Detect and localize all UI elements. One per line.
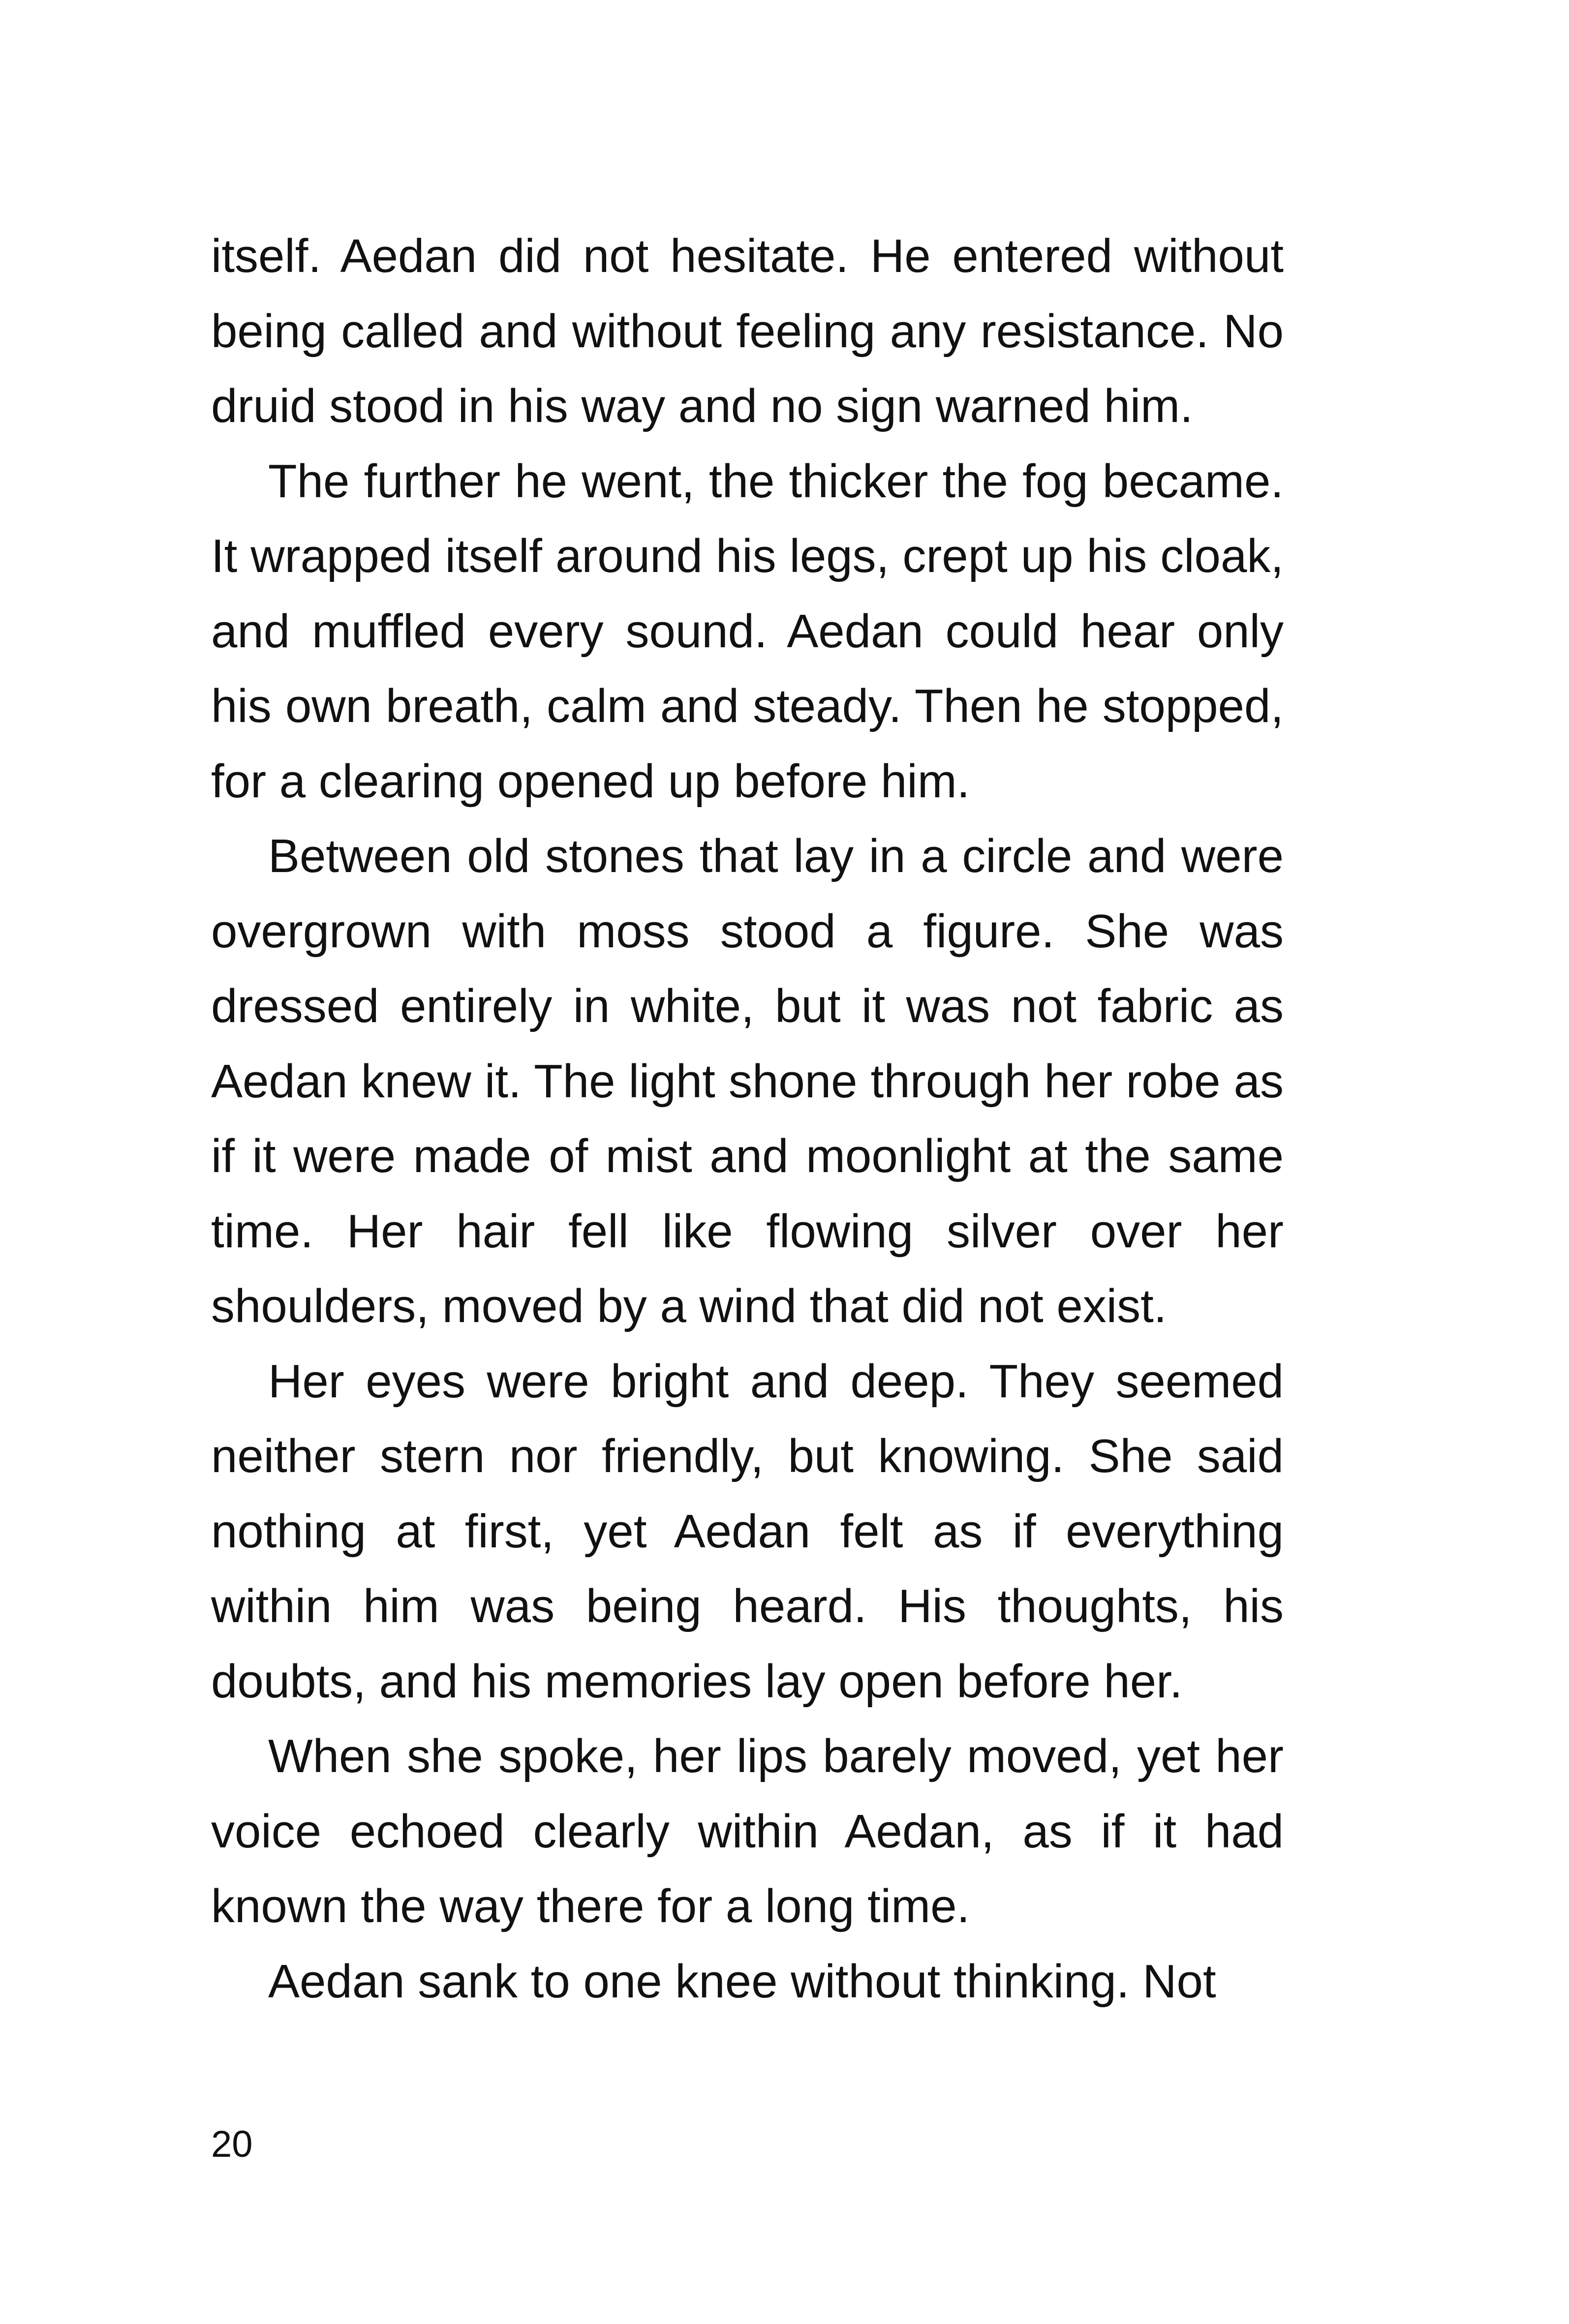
paragraph-voice: When she spoke, her lips barely moved, yet her voice echoed clearly within Aedan, as if it had known the way there for a long time. xyxy=(211,1730,1284,1932)
paragraph-figure: Between old stones that lay in a circle and were overgrown with moss stood a figure. She was dressed entirely in white, but it was not fabric as Aedan knew it. The light shone through her robe as if it were made of mist and moonlight at the same time. Her hair fell like flowing silver over her shoulders, moved by a wind that did not exist. xyxy=(211,830,1284,1332)
paragraph-fog: The further he went, the thicker the fog became. It wrapped itself around his legs, crept up his cloak, and muffled every sound. Aedan could hear only his own breath, calm and steady. Then he stopped, for a clearing opened up before him. xyxy=(211,454,1284,808)
page-number: 20 xyxy=(211,2123,253,2165)
paragraph-continuation: itself. Aedan did not hesitate. He entered without being called and without feeling any resistance. No druid stood in his way and no sign warned him. xyxy=(211,230,1284,432)
body-text xyxy=(211,219,1284,2019)
paragraph-eyes: Her eyes were bright and deep. They seemed neither stern nor friendly, but knowing. She said nothing at first, yet Aedan felt as if everything within him was being heard. His thoughts, his doubts, and his memories lay open before her. xyxy=(211,1355,1284,1708)
paragraph-kneel: Aedan sank to one knee without thinking. Not xyxy=(268,1955,1216,2008)
